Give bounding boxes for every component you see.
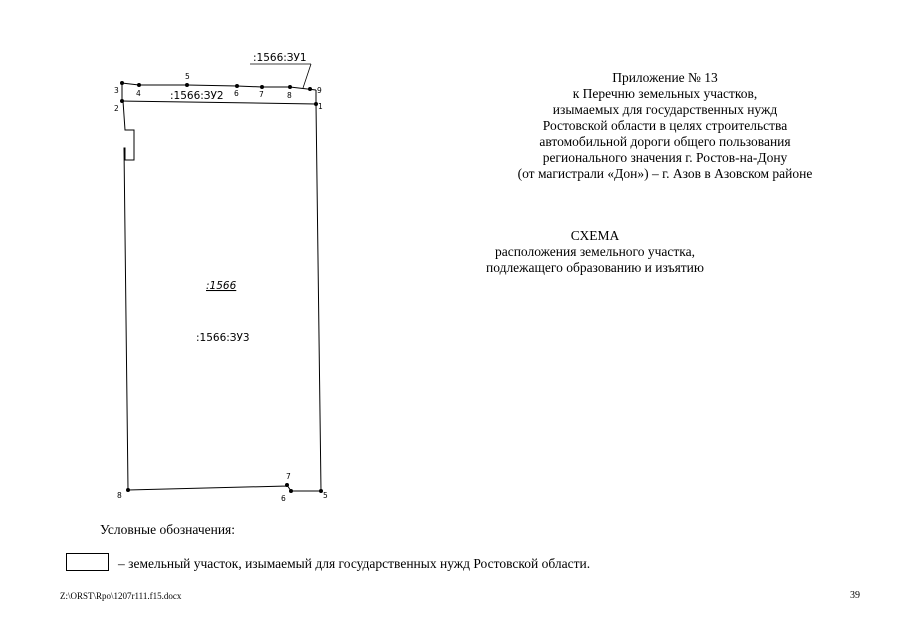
appendix-line: (от магистрали «Дон») – г. Азов в Азовском районе (517, 166, 813, 181)
vertex-dot (120, 99, 124, 103)
appendix-line: Приложение № 13 (612, 70, 718, 85)
point-label-bottom-6: 6 (281, 494, 286, 503)
point-label-bottom-7: 7 (286, 472, 291, 481)
vertex-dot (185, 83, 189, 87)
schema-title-block (450, 228, 740, 276)
legend-parcel-symbol (66, 553, 109, 571)
point-label-2: 2 (114, 104, 119, 113)
vertex-dot (120, 81, 124, 85)
vertex-dot (126, 488, 130, 492)
vertex-dot (308, 87, 312, 91)
footer-file-path: Z:\ORST\Rpo\1207r111.f15.docx (60, 591, 182, 601)
legend-item-text: – земельный участок, изымаемый для государственных нужд Ростовской области. (118, 556, 591, 571)
vertex-dot (288, 85, 292, 89)
point-label-bottom-8: 8 (117, 491, 122, 500)
parcel-label-main: :1566 (206, 280, 237, 292)
appendix-line: к Перечню земельных участков, (572, 86, 758, 101)
schema-line: подлежащего образованию и изъятию (485, 260, 704, 275)
point-label-3: 3 (114, 86, 119, 95)
point-label-bottom-5: 5 (323, 491, 328, 500)
appendix-line: Ростовской области в целях строительства (542, 118, 788, 133)
appendix-line: автомобильной дороги общего пользования (539, 134, 791, 149)
schema-title: СХЕМА (570, 228, 620, 243)
point-label-5: 5 (185, 72, 190, 81)
parcel-label-zu3: :1566:ЗУ3 (196, 332, 250, 344)
vertex-dot (235, 84, 239, 88)
vertex-dot (285, 483, 289, 487)
parcel-scheme-plan (0, 0, 460, 520)
legend-title: Условные обозначения: (100, 522, 236, 537)
appendix-heading (480, 70, 850, 182)
appendix-line: изымаемых для государственных нужд (552, 102, 778, 117)
main-parcel-boundary (122, 101, 321, 491)
appendix-line: регионального значения г. Ростов-на-Дону (542, 150, 788, 165)
vertex-dot (289, 489, 293, 493)
point-label-8: 8 (287, 91, 292, 100)
point-label-4: 4 (136, 89, 141, 98)
point-label-6: 6 (234, 89, 239, 98)
zu1-pointer-line (303, 64, 311, 88)
point-label-7: 7 (259, 90, 264, 99)
vertex-dot (137, 83, 141, 87)
schema-line: расположения земельного участка, (494, 244, 696, 259)
top-strip-boundary (122, 83, 316, 90)
parcel-label-zu2: :1566:ЗУ2 (170, 90, 224, 102)
vertex-dot (260, 85, 264, 89)
footer-page-number: 39 (850, 590, 860, 601)
parcel-label-zu1: :1566:ЗУ1 (253, 52, 307, 64)
point-label-1: 1 (318, 102, 323, 111)
point-label-9: 9 (317, 86, 322, 95)
